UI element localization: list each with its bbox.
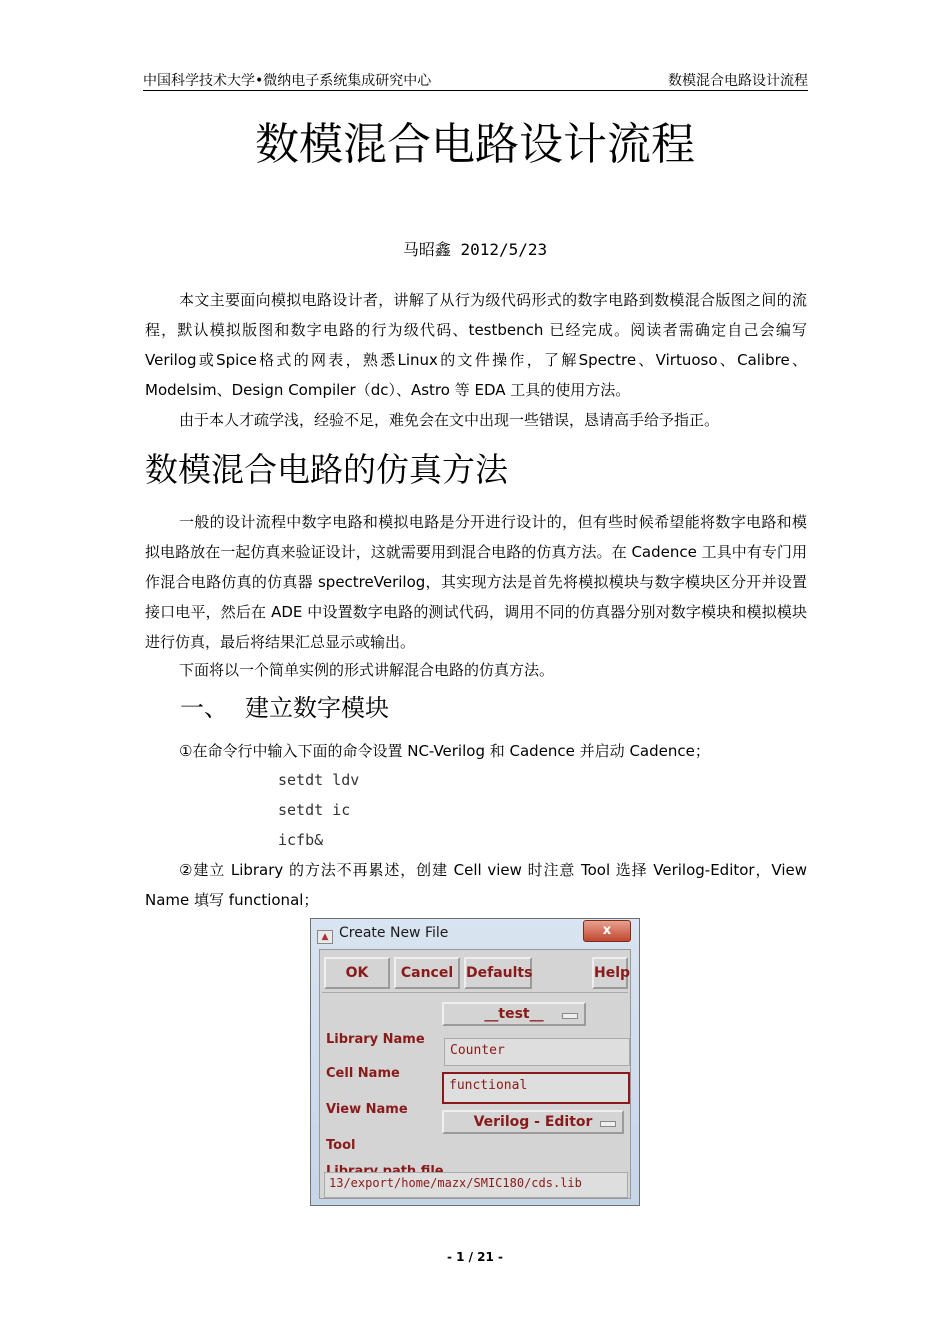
view-name-label: View Name (326, 1102, 408, 1117)
view-name-input[interactable]: functional (442, 1072, 630, 1104)
subsection-number: 一、 (180, 694, 228, 722)
defaults-button[interactable]: Defaults (464, 957, 532, 989)
dropdown-icon (600, 1121, 616, 1127)
library-name-select[interactable] (442, 1002, 586, 1026)
library-path-input[interactable]: 13/export/home/mazx/SMIC180/cds.lib (324, 1172, 628, 1198)
library-name-value: __test__ (484, 1006, 544, 1022)
header-left: 中国科学技术大学•微纳电子系统集成研究中心 (143, 73, 432, 89)
body-paragraph-1: 一般的设计流程中数字电路和模拟电路是分开进行设计的，但有些时候希望能将数字电路和模拟电路放在一起仿真来验证设计，这就需要用到混合电路的仿真方法。在 Cadence 工具中有专门用作混合电路仿真的仿真器 spectreVerilog，其实现方法是首先将模拟模块与数字模块区分开并设置接口电平，然后在 ADE 中设置数字电路的测试代码，调用不同的仿真器分别对数字模块和模拟模块进行仿真，最后将结果汇总显示或输出。 (145, 513, 807, 651)
help-button[interactable]: Help (592, 957, 628, 989)
intro-paragraph-1: 本文主要面向模拟电路设计者，讲解了从行为级代码形式的数字电路到数模混合版图之间的流程，默认模拟版图和数字电路的行为级代码、testbench 已经完成。阅读者需确定自己会编写Verilog或Spice格式的网表，熟悉Linux的文件操作，了解Spectre、Virtuoso、Calibre、Modelsim、Design Compiler（dc）、Astro 等 EDA 工具的使用方法。 (145, 291, 807, 399)
cell-name-input[interactable]: Counter (444, 1038, 630, 1066)
dialog-button-row (322, 952, 631, 993)
document-title: 数模混合电路设计流程 (255, 119, 695, 170)
command-line: setdt ldv (278, 771, 360, 789)
body-paragraph-2: 下面将以一个简单实例的形式讲解混合电路的仿真方法。 (179, 661, 555, 679)
tool-value: Verilog - Editor (473, 1114, 593, 1130)
author-date: 马昭鑫 2012/5/23 (402, 240, 548, 259)
command-line: setdt ic (278, 801, 351, 819)
header-right: 数模混合电路设计流程 (668, 73, 808, 89)
subsection-title: 建立数字模块 (245, 694, 389, 722)
step-1: ①在命令行中输入下面的命令设置 NC-Verilog 和 Cadence 并启动 Cadence； (179, 742, 710, 760)
subsection-heading (180, 688, 389, 723)
cancel-button[interactable]: Cancel (394, 957, 460, 989)
page-header (143, 68, 808, 91)
app-icon: ▲ (317, 930, 333, 944)
dialog-title: Create New File (339, 925, 449, 941)
ok-button[interactable]: OK (324, 957, 390, 989)
close-button[interactable]: x (583, 920, 631, 942)
tool-label: Tool (326, 1138, 356, 1153)
dialog-title-bar (317, 925, 448, 944)
library-name-label: Library Name (326, 1032, 425, 1047)
section-heading: 数模混合电路的仿真方法 (145, 450, 508, 489)
dropdown-icon (562, 1013, 578, 1019)
page-number: - 1 / 21 - (446, 1250, 504, 1264)
create-new-file-dialog (310, 918, 640, 1206)
tool-select[interactable] (442, 1110, 624, 1134)
cell-name-label: Cell Name (326, 1066, 400, 1081)
step-2: ②建立 Library 的方法不再累述，创建 Cell view 时注意 Tool 选择 Verilog-Editor，View Name 填写 functional； (145, 861, 807, 909)
dialog-body (319, 949, 631, 1199)
intro-paragraph-2: 由于本人才疏学浅，经验不足，难免会在文中出现一些错误，恳请高手给予指正。 (179, 411, 720, 429)
command-line: icfb& (278, 831, 324, 849)
